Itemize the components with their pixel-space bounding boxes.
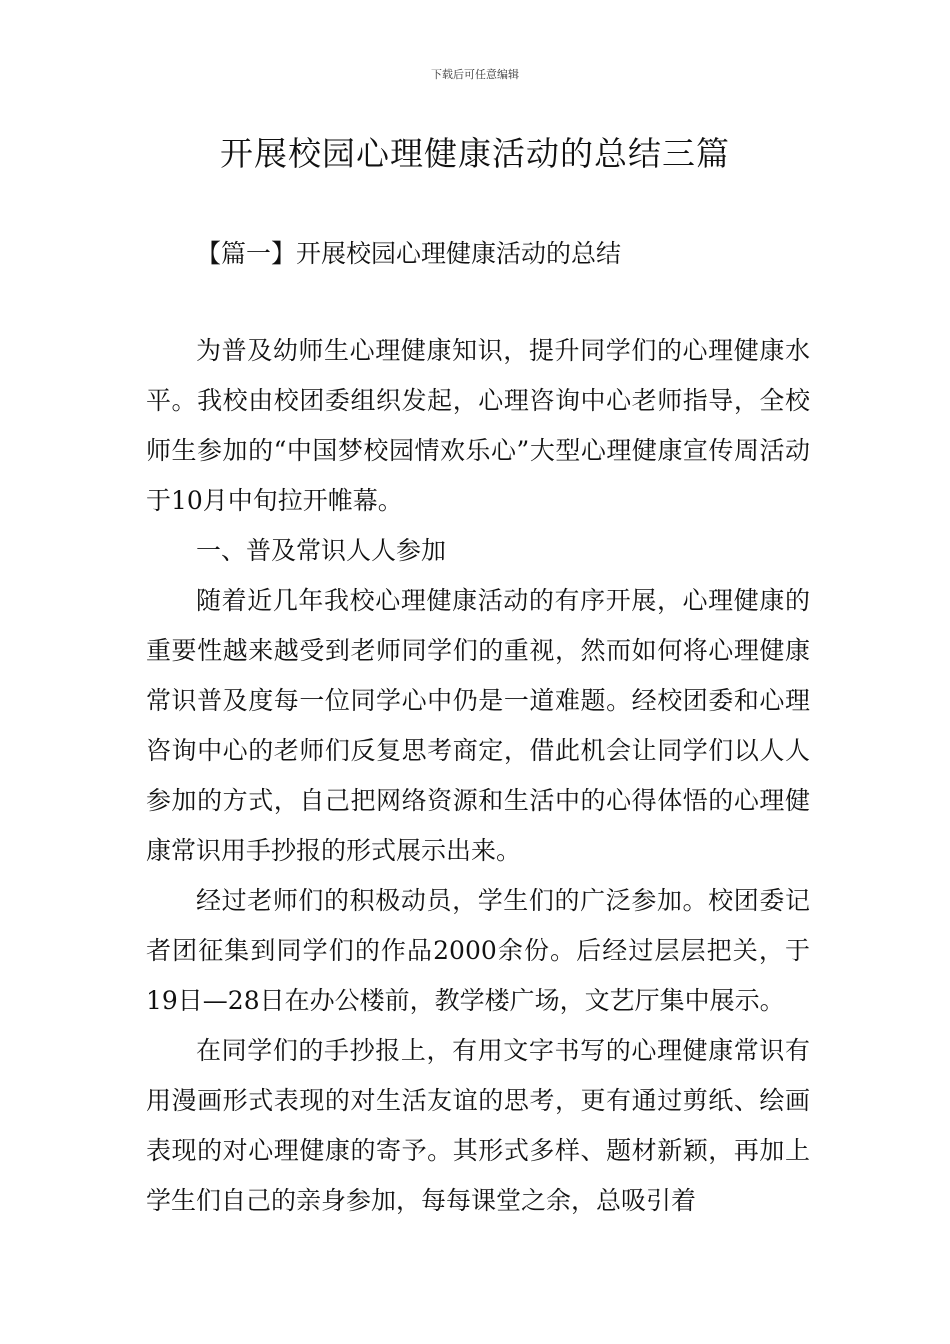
paragraph: 经过老师们的积极动员，学生们的广泛参加。校团委记者团征集到同学们的作品2000余份。后经过层层把关，于19日—28日在办公楼前，教学楼广场，文艺厅集中展示。 [146, 886, 810, 1015]
document-title: 开展校园心理健康活动的总结三篇 [220, 134, 730, 173]
header-note: 下载后可任意编辑 [431, 68, 519, 81]
paragraph: 为普及幼师生心理健康知识，提升同学们的心理健康水平。我校由校团委组织发起，心理咨询中心老师指导，全校师生参加的“中国梦校园情欢乐心”大型心理健康宣传周活动于10月中旬拉开帷幕。 [146, 336, 810, 515]
section-heading: 【篇一】开展校园心理健康活动的总结 [196, 239, 622, 268]
paragraph: 一、普及常识人人参加 [196, 536, 447, 565]
body-text [146, 326, 810, 1226]
paragraph: 随着近几年我校心理健康活动的有序开展，心理健康的重要性越来越受到老师同学们的重视，然而如何将心理健康常识普及度每一位同学心中仍是一道难题。经校团委和心理咨询中心的老师们反复思考商定，借此机会让同学们以人人参加的方式，自己把网络资源和生活中的心得体悟的心理健康常识用手抄报的形式展示出来。 [146, 586, 810, 865]
paragraph: 在同学们的手抄报上，有用文字书写的心理健康常识有用漫画形式表现的对生活友谊的思考，更有通过剪纸、绘画表现的对心理健康的寄予。其形式多样、题材新颖，再加上学生们自己的亲身参加，每每课堂之余，总吸引着 [146, 1036, 810, 1215]
